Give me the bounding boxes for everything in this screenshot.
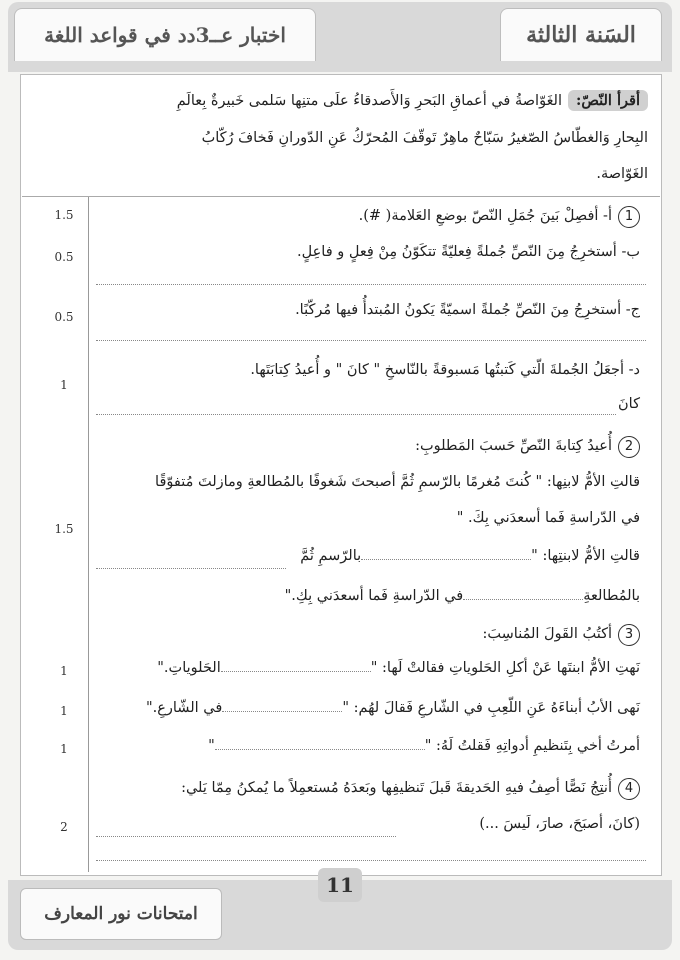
q2-line-1: قالتِ الأمُّ لابنِها: " كُنتَ مُغرمًا بالرّسمِ ثُمَّ أصبحتَ شَغوفًا بالمُطالعةِ ومازلتَ مُتفوّقًا	[155, 474, 640, 490]
score-q1c: 0.5	[54, 310, 74, 324]
q1-c: ج- أستخرِجُ مِنَ النّصِّ جُملةً اسميّةً يَكونُ المُبتدأُ فيها مُركّبًا.	[295, 302, 640, 318]
publisher-name: امتحانات نور المعارف	[20, 888, 222, 940]
score-q4: 2	[60, 820, 68, 834]
answer-line[interactable]	[96, 340, 646, 341]
q2-number: 2	[618, 436, 640, 458]
q4-line-2: (كانَ، أصبَحَ، صارَ، لَيسَ ...)	[479, 816, 640, 832]
q2-line-4: بالمُطالعةِفي الدّراسةِ فَما أسعدَني بِكِ."	[284, 588, 640, 604]
q3-title: 3أكتُبُ القَولَ المُناسِبَ:	[483, 624, 640, 646]
q3-number: 3	[618, 624, 640, 646]
page-number: 11	[318, 868, 362, 902]
passage-label: أقرأ النّصّ:	[568, 90, 648, 111]
passage-line-2: البِحارِ وَالغطّاسُ الصّغيرُ سَبّاحٌ ماهِرٌ تَوقّفَ المُحرّكُ عَنِ الدّورانِ فَخافَ رُكّابُ	[201, 130, 648, 146]
score-q1b: 0.5	[54, 250, 74, 264]
q2-line-2: في الدّراسةِ فَما أسعدَني بِكَ. "	[456, 510, 640, 526]
q2-line-3: قالتِ الأمُّ لابنتِها: "بالرّسمِ ثُمَّ	[300, 548, 640, 564]
q1-d-prefix: كانَ	[618, 396, 640, 412]
answer-line[interactable]	[96, 860, 646, 861]
q4-number: 4	[618, 778, 640, 800]
score-q3-1: 1	[60, 664, 68, 678]
q4-line-1: 4أُنتِجُ نَصًّا أصِفُ فيهِ الحَديقةَ قَبلَ تَنظيفِها وبَعدَهُ مُستعمِلاً ما يُمكنُ مِمّا يَلي:	[181, 778, 640, 800]
q1-number: 1	[618, 206, 640, 228]
score-q2: 1.5	[54, 522, 74, 536]
q3-line-2: نَهى الأبُ أبناءَهُ عَنِ اللّعِبِ في الشّارعِ فَقالَ لهُم: "في الشّارعِ."	[145, 700, 640, 716]
passage-line-3: الغَوّاصة.	[596, 166, 648, 182]
score-q1a: 1.5	[54, 208, 74, 222]
q1-d: د- أجعَلُ الجُملةَ الّتي كَتبتُها مَسبوقةً بالنّاسخِ " كانَ " و أُعيدُ كِتابَتَها.	[250, 362, 640, 378]
answer-line[interactable]	[96, 568, 286, 569]
q2-title: 2أُعيدُ كِتابةَ النّصِّ حَسبَ المَطلوبِ:	[415, 436, 640, 458]
score-q3-3: 1	[60, 742, 68, 756]
exam-title: اختبار عــ3دد في قواعد اللغة	[14, 8, 316, 61]
separator	[22, 196, 660, 197]
score-q1d: 1	[60, 378, 68, 392]
grade-label: السَنة الثالثة	[500, 8, 662, 61]
q1-a: 1أ- أفصِلْ بَينَ جُمَلِ النّصّ بوضعِ العَلامة( #).	[359, 206, 640, 228]
answer-line[interactable]	[96, 284, 646, 285]
q3-line-1: نَهتِ الأمُّ ابنتَها عَنْ أكلِ الحَلوياتِ فقالتْ لَها: "الحَلوياتِ."	[157, 660, 640, 676]
answer-line[interactable]	[96, 414, 616, 415]
score-q3-2: 1	[60, 704, 68, 718]
q1-b: ب- أستخرِجُ مِنَ النّصِّ جُملةً فِعليّةً تتكَوّنُ مِنْ فِعلٍ و فاعِلٍ.	[297, 244, 640, 260]
passage-line-1: أقرأ النّصّ:الغَوّاصةُ في أعماقِ البَحرِ وَالأَصدقاءُ علَى متنِها سَلمى خَبيرةٌ بِعالَمِ	[177, 90, 648, 111]
answer-line[interactable]	[96, 836, 396, 837]
q3-line-3: أمرتُ أخي بِتَنظيمِ أدواتِهِ فَقلتُ لَهُ: ""	[208, 738, 640, 754]
